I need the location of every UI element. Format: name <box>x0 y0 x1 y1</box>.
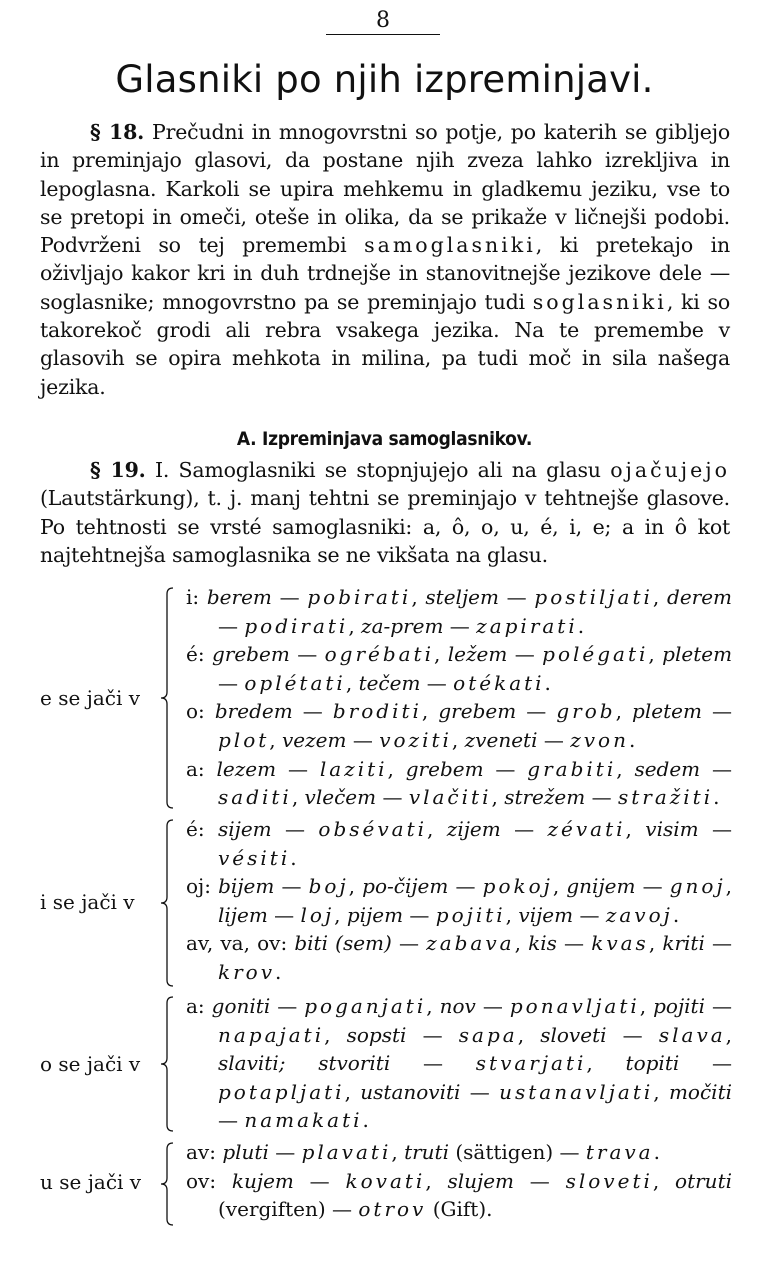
entry-text: — <box>679 1051 733 1076</box>
derived-word: polégati <box>542 642 649 667</box>
entry-text: — <box>573 902 606 927</box>
entry-text: — <box>218 613 245 638</box>
derived-word: potapljati <box>218 1079 345 1104</box>
example-entry <box>186 755 732 812</box>
entry-text: . <box>362 1108 369 1133</box>
entry-text: . <box>275 959 282 984</box>
example-word: po-čijem <box>362 874 449 899</box>
entry-text: — <box>507 642 543 667</box>
example-entry <box>186 640 732 697</box>
entry-text: — <box>376 785 409 810</box>
vowel-group-o <box>0 992 769 1136</box>
example-word: sijem <box>217 817 272 841</box>
brace-shape <box>158 819 176 987</box>
example-entry <box>186 929 732 986</box>
derived-word: namakati <box>244 1108 363 1133</box>
derived-word: zavoj <box>605 902 673 927</box>
section-mark: § 18. <box>90 120 145 144</box>
derived-word: broditi <box>332 699 422 724</box>
entry-text: — <box>346 727 380 752</box>
derived-word: gnoj <box>669 874 726 899</box>
example-word: zveneti <box>464 727 538 752</box>
derived-word: laziti <box>319 756 388 781</box>
example-entry <box>186 1138 732 1167</box>
entry-text: , <box>552 874 567 899</box>
group-entries <box>186 992 732 1135</box>
entry-text: , <box>411 585 426 609</box>
example-word: kujem <box>231 1168 294 1193</box>
vowel-group-i <box>0 815 769 990</box>
entry-text: , <box>505 902 519 927</box>
derived-word: sloveti <box>565 1168 653 1193</box>
example-word: biti (sem) <box>294 931 392 956</box>
entry-text: — <box>218 1108 245 1133</box>
derived-word: saditi <box>218 785 292 810</box>
derived-word: trava <box>585 1140 654 1164</box>
entry-text: , <box>344 1079 361 1104</box>
entry-text: (sättigen) — <box>448 1140 586 1164</box>
example-word: pletem <box>662 642 733 667</box>
entry-text: , <box>387 756 406 781</box>
entry-key: av: <box>186 1140 223 1164</box>
derived-word: stražiti <box>617 785 714 810</box>
example-word: gnijem <box>566 874 636 899</box>
spaced-term: ojačujejo <box>610 458 730 482</box>
entry-text: , <box>652 585 668 609</box>
entry-text: — <box>443 613 477 638</box>
derived-word: kvas <box>591 931 649 956</box>
paragraph-text: I. Samoglasniki se stopnjujejo ali na glasu <box>145 458 611 482</box>
entry-text: — <box>289 642 325 667</box>
entry-text: — <box>704 994 732 1018</box>
entry-text: — <box>585 785 618 810</box>
example-word: nov <box>439 994 476 1018</box>
entry-text: — <box>406 1022 459 1047</box>
derived-word: krov <box>218 959 276 984</box>
derived-word: plavati <box>301 1140 392 1164</box>
entry-key: av, va, ov: <box>186 931 295 956</box>
example-word: ustanoviti <box>360 1079 461 1104</box>
entry-text: — <box>271 817 319 841</box>
entry-text: , <box>451 727 465 752</box>
entry-text: , <box>269 727 282 752</box>
curly-brace <box>158 996 176 1132</box>
derived-word: oplétati <box>244 670 346 695</box>
spaced-term: samoglasniki <box>364 233 536 258</box>
spaced-term: soglasniki <box>532 289 667 314</box>
example-word: vezem <box>282 727 347 752</box>
example-word: slujem <box>447 1168 515 1193</box>
example-word: bijem <box>218 874 275 899</box>
derived-word: ponavljati <box>509 994 640 1018</box>
entry-text: , <box>653 1079 669 1104</box>
example-entry <box>186 697 732 754</box>
group-label: u se jači v <box>40 1170 142 1194</box>
entry-text: , <box>615 699 633 724</box>
entry-text: , <box>625 817 646 841</box>
entry-text: — <box>704 931 733 956</box>
example-word: bredem <box>214 699 293 724</box>
entry-text: — <box>274 874 309 899</box>
entry-text: , <box>348 874 363 899</box>
entry-text: . <box>544 670 551 695</box>
entry-text: , <box>334 902 347 927</box>
derived-word: poganjati <box>304 994 427 1018</box>
example-word: otruti <box>675 1168 732 1193</box>
derived-word: otrov <box>358 1197 427 1222</box>
derived-word: podirati <box>244 613 349 638</box>
chapter-heading: Glasniki po njih izpreminjavi. <box>115 58 654 101</box>
example-word: topiti <box>625 1051 680 1076</box>
group-entries <box>186 815 732 987</box>
brace-shape <box>158 996 176 1132</box>
derived-word: voziti <box>379 727 452 752</box>
example-word: zijem <box>446 817 501 841</box>
entry-text: , <box>517 1022 541 1047</box>
brace-shape <box>158 587 176 809</box>
entry-text: — <box>448 874 483 899</box>
derived-word: grob <box>556 699 616 724</box>
entry-text: — <box>556 931 592 956</box>
entry-text: , <box>725 1022 733 1047</box>
entry-text: , <box>421 699 439 724</box>
entry-text: , <box>648 931 663 956</box>
group-label: e se jači v <box>40 686 141 710</box>
entry-text: . <box>628 727 636 752</box>
derived-word: sapa <box>458 1022 518 1047</box>
example-word: pletem <box>632 699 702 724</box>
entry-text: — <box>390 1051 476 1076</box>
page-number: 8 <box>326 8 440 35</box>
entry-text: — <box>498 585 535 609</box>
entry-text: — <box>460 1079 500 1104</box>
entry-text: — <box>276 756 320 781</box>
group-entries <box>186 583 732 812</box>
entry-text: (Gift). <box>426 1197 493 1222</box>
entry-text: , <box>425 1168 448 1193</box>
entry-text: , <box>652 1168 676 1193</box>
curly-brace <box>158 587 176 809</box>
example-word: grebem <box>211 642 290 667</box>
entry-text: , <box>514 931 529 956</box>
entry-key: oj: <box>186 874 219 899</box>
entry-key: ov: <box>186 1168 232 1193</box>
entry-text: — <box>292 699 333 724</box>
example-word: visim <box>645 817 699 841</box>
example-word: grebem <box>438 699 517 724</box>
entry-text: , <box>616 756 635 781</box>
entry-text: , <box>427 817 447 841</box>
example-word: sedem <box>634 756 701 781</box>
derived-word: postiljati <box>534 585 653 609</box>
example-word: lijem <box>218 902 268 927</box>
example-word: pijem <box>346 902 404 927</box>
entry-text: — <box>267 902 301 927</box>
paragraph-text: Prečudni in mnogovrstni so potje, po katerih se gibljejo in preminjajo glasovi, da postane njih zveza lahko izreklјiva in lepoglasna. Karkoli se upira mehkemu in gladkemu jeziku, vse to se pretopi in omeči, oteše in olika, da se prikaže v ličnejši podobi. Podvrženi so tej premembi <box>40 120 730 258</box>
vowel-group-u <box>0 1138 769 1228</box>
section-18-paragraph <box>40 118 730 401</box>
entry-text: , <box>345 670 359 695</box>
derived-word: stvarjati <box>475 1051 587 1076</box>
entry-key: i: <box>186 585 207 609</box>
derived-word: ustanavljati <box>499 1079 654 1104</box>
example-word: truti <box>404 1140 449 1164</box>
example-entry <box>186 872 732 929</box>
example-word: tečem <box>358 670 421 695</box>
derived-word: otékati <box>453 670 545 695</box>
entry-text: , <box>648 642 663 667</box>
entry-text: — <box>218 670 245 695</box>
entry-text: , <box>426 994 440 1018</box>
section-subheading: A. Izpreminjava samoglasnikov. <box>236 428 533 450</box>
example-word: pojiti <box>653 994 705 1018</box>
entry-text: — <box>270 994 305 1018</box>
entry-text: — <box>635 874 670 899</box>
derived-word: pojiti <box>435 902 506 927</box>
example-entry <box>186 583 732 640</box>
derived-word: vésiti <box>218 845 291 870</box>
entry-text: . <box>577 613 585 638</box>
example-word: berem <box>206 585 272 609</box>
entry-text: — <box>701 699 733 724</box>
entry-key: o: <box>186 699 215 724</box>
entry-text: , <box>348 613 362 638</box>
example-word: derem <box>667 585 733 609</box>
entry-text: (vergiften) — <box>218 1197 359 1222</box>
example-word: za-prem <box>361 613 444 638</box>
entry-text: , <box>639 994 654 1018</box>
paragraph-text: (Lautstärkung), t. j. manj tehtni se preminjajo v tehtnejše glasove. Po tehtnosti se vrsté samoglasniki: a, ô, o, u, é, i, e; a in ô kot najtehtnejša samoglasnika se ne vikšata na glasu. <box>40 486 730 567</box>
derived-word: pokoj <box>482 874 553 899</box>
entry-text: , <box>324 1022 347 1047</box>
entry-key: é: <box>186 817 218 841</box>
entry-key: é: <box>186 642 212 667</box>
derived-word: boj <box>308 874 349 899</box>
entry-text: — <box>420 670 454 695</box>
entry-text: . <box>290 845 297 870</box>
example-word: slaviti; stvoriti <box>218 1051 391 1076</box>
group-entries <box>186 1138 732 1224</box>
entry-text: — <box>698 817 732 841</box>
example-word: lezem <box>216 756 277 781</box>
entry-text: — <box>500 817 548 841</box>
entry-text: — <box>475 994 510 1018</box>
example-word: kriti <box>662 931 705 956</box>
example-entry <box>186 1167 732 1224</box>
entry-text: — <box>483 756 528 781</box>
example-word: ležem <box>447 642 508 667</box>
entry-text: — <box>268 1140 302 1164</box>
group-label: i se jači v <box>40 890 135 914</box>
paragraph-text: , ki pretekajo in oživljajo kakor kri in duh trdnejše in stanovitnejše jezikove dele — soglasnike; mnogovrstno pa se preminjajo tudi <box>40 233 730 314</box>
example-word: močiti <box>668 1079 733 1104</box>
curly-brace <box>158 819 176 987</box>
section-19-paragraph <box>40 456 730 569</box>
example-word: pluti <box>222 1140 269 1164</box>
entry-text: — <box>514 1168 566 1193</box>
entry-text: . <box>653 1140 660 1164</box>
derived-word: kovati <box>345 1168 426 1193</box>
group-label: o se jači v <box>40 1052 141 1076</box>
entry-text: . <box>713 785 720 810</box>
derived-word: grabiti <box>527 756 617 781</box>
example-entry <box>186 992 732 1135</box>
derived-word: obsévati <box>318 817 428 841</box>
derived-word: zabava <box>426 931 515 956</box>
derived-word: slava <box>658 1022 726 1047</box>
entry-text: — <box>606 1022 659 1047</box>
derived-word: ogrébati <box>324 642 434 667</box>
derived-word: pobirati <box>307 585 412 609</box>
entry-text: , <box>291 785 305 810</box>
entry-text: , <box>491 785 505 810</box>
vowel-group-e <box>0 583 769 813</box>
entry-text: — <box>537 727 571 752</box>
example-word: grebem <box>405 756 484 781</box>
entry-text: — <box>293 1168 346 1193</box>
derived-word: loj <box>300 902 335 927</box>
derived-word: vlačiti <box>408 785 492 810</box>
entry-key: a: <box>186 756 217 781</box>
entry-text: , <box>434 642 448 667</box>
derived-word: napajati <box>218 1022 325 1047</box>
derived-word: zvon <box>570 727 629 752</box>
entry-text: , <box>586 1051 626 1076</box>
section-mark: § 19. <box>90 458 146 482</box>
example-word: vlečem <box>304 785 377 810</box>
example-word: sopsti <box>346 1022 407 1047</box>
entry-text: . <box>672 902 680 927</box>
entry-text: , <box>725 874 733 899</box>
derived-word: zapirati <box>476 613 578 638</box>
curly-brace <box>158 1142 176 1226</box>
example-word: kis <box>528 931 557 956</box>
example-entry <box>186 815 732 872</box>
entry-key: a: <box>186 994 212 1018</box>
example-word: sloveti <box>540 1022 607 1047</box>
entry-text: , <box>391 1140 405 1164</box>
brace-shape <box>158 1142 176 1226</box>
entry-text: — <box>271 585 308 609</box>
example-word: vijem <box>518 902 574 927</box>
example-word: steljem <box>425 585 499 609</box>
entry-text: — <box>700 756 733 781</box>
derived-word: zévati <box>547 817 626 841</box>
entry-text: — <box>516 699 557 724</box>
derived-word: plot <box>218 727 270 752</box>
paragraph-text: , ki so takorekoč grodi ali rebra vsakega jezika. Na te premembe v glasovih se opira mehkota in milina, pa tudi moč in sila našega jezika. <box>40 289 730 399</box>
entry-text: — <box>391 931 427 956</box>
example-word: goniti <box>211 994 271 1018</box>
entry-text: — <box>403 902 436 927</box>
example-word: strežem <box>504 785 586 810</box>
